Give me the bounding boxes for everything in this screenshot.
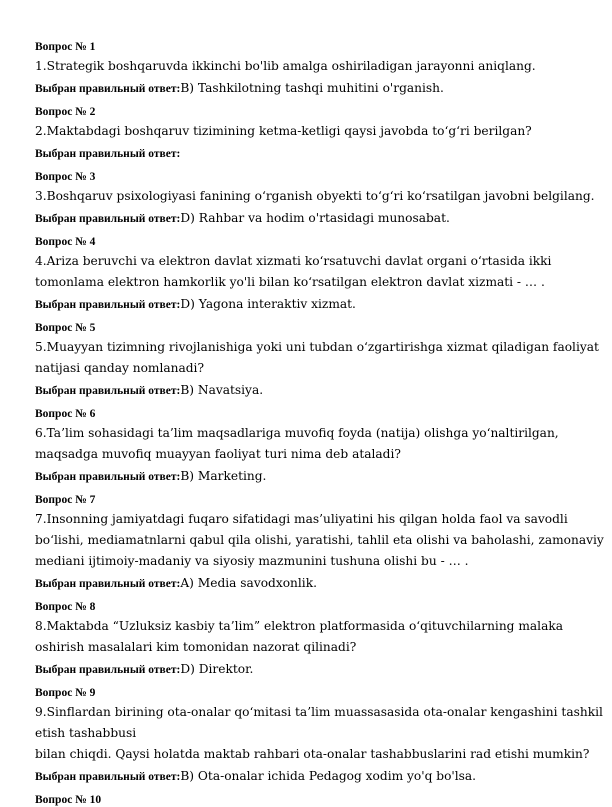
selected-answer bbox=[35, 294, 580, 315]
question-number: Вопрос № 4 bbox=[35, 236, 96, 248]
document-page bbox=[35, 40, 604, 807]
selected-answer bbox=[35, 380, 580, 401]
question-number: Вопрос № 3 bbox=[35, 171, 96, 183]
answer-value: D) Rahbar va hodim o'rtasidagi munosabat. bbox=[180, 211, 450, 225]
question-text-line: mediani ijtimoiy-madaniy va siyosiy mazmunini tushuna olishi bu - … . bbox=[35, 554, 469, 568]
question-text bbox=[35, 423, 580, 465]
selected-answer bbox=[35, 143, 580, 164]
question-text-line: 6.Ta’lim sohasidagi ta’lim maqsadlariga muvofiq foyda (natija) olishga yo‘naltirilgan, bbox=[35, 426, 559, 440]
selected-answer bbox=[35, 659, 580, 680]
question-text bbox=[35, 702, 603, 765]
answer-label: Выбран правильный ответ: bbox=[35, 385, 181, 397]
question-text bbox=[35, 251, 580, 293]
answer-label: Выбран правильный ответ: bbox=[35, 299, 181, 311]
answer-label: Выбран правильный ответ: bbox=[35, 771, 181, 783]
answer-label: Выбран правильный ответ: bbox=[35, 471, 181, 483]
question-number: Вопрос № 2 bbox=[35, 106, 96, 118]
question-number: Вопрос № 7 bbox=[35, 494, 96, 506]
question-text-line: oshirish masalalari kim tomonidan nazorat qilinadi? bbox=[35, 640, 357, 654]
selected-answer bbox=[35, 766, 580, 787]
answer-label: Выбран правильный ответ: bbox=[35, 578, 181, 590]
answer-value: B) Navatsiya. bbox=[180, 383, 264, 397]
question-text-line: 3.Boshqaruv psixologiyasi fanining o‘rganish obyekti to‘g‘ri ko‘rsatilgan javobni belgilang. bbox=[35, 189, 595, 203]
question-text bbox=[35, 121, 580, 142]
question-text-line: 1.Strategik boshqaruvda ikkinchi bo'lib amalga oshiriladigan jarayonni aniqlang. bbox=[35, 59, 536, 73]
question-text bbox=[35, 509, 604, 572]
question-text-line: bilan chiqdi. Qaysi holatda maktab rahbari ota-onalar tashabbuslarini rad etishi mumkin? bbox=[35, 747, 590, 761]
question-text-line: natijasi qanday nomlanadi? bbox=[35, 361, 204, 375]
selected-answer bbox=[35, 78, 580, 99]
question-text bbox=[35, 186, 595, 207]
answer-value: A) Media savodxonlik. bbox=[180, 576, 317, 590]
question-text-line: tomonlama elektron hamkorlik yo'li bilan ko‘rsatilgan elektron davlat xizmati - … . bbox=[35, 275, 545, 289]
selected-answer bbox=[35, 573, 580, 594]
question-text-line: 8.Maktabda “Uzluksiz kasbiy ta’lim” elektron platformasida o‘qituvchilarning malaka bbox=[35, 619, 563, 633]
answer-value: B) Tashkilotning tashqi muhitini o'rganish. bbox=[180, 81, 444, 95]
question-text-line: 5.Muayyan tizimning rivojlanishiga yoki uni tubdan o‘zgartirishga xizmat qiladigan faoliyat bbox=[35, 340, 599, 354]
answer-label: Выбран правильный ответ: bbox=[35, 664, 181, 676]
question-text-line: 4.Ariza beruvchi va elektron davlat xizmati ko‘rsatuvchi davlat organi o‘rtasida ikki bbox=[35, 254, 552, 268]
answer-value: B) Marketing. bbox=[180, 469, 267, 483]
question-number: Вопрос № 5 bbox=[35, 322, 96, 334]
answer-label: Выбран правильный ответ: bbox=[35, 213, 181, 225]
answer-value: D) Yagona interaktiv xizmat. bbox=[180, 297, 356, 311]
question-text-line: 2.Maktabdagi boshqaruv tizimining ketma-ketligi qaysi javobda to‘g‘ri berilgan? bbox=[35, 124, 532, 138]
question-number: Вопрос № 6 bbox=[35, 408, 96, 420]
question-text-line: 7.Insonning jamiyatdagi fuqaro sifatidagi mas’uliyatini his qilgan holda faol va savodli bbox=[35, 512, 568, 526]
question-text-line: maqsadga muvofiq muayyan faoliyat turi nima deb ataladi? bbox=[35, 447, 401, 461]
question-text bbox=[35, 616, 580, 658]
question-text-line: bo‘lishi, mediamatnlarni qabul qila olishi, yaratishi, tahlil eta olishi va baholashi, zamonaviy bbox=[35, 533, 604, 547]
question-text-line: etish tashabbusi bbox=[35, 726, 137, 740]
question-text bbox=[35, 56, 580, 77]
question-number: Вопрос № 9 bbox=[35, 687, 96, 699]
selected-answer bbox=[35, 466, 580, 487]
answer-value: D) Direktor. bbox=[180, 662, 254, 676]
question-number: Вопрос № 10 bbox=[35, 794, 102, 806]
question-number: Вопрос № 1 bbox=[35, 41, 96, 53]
answer-label: Выбран правильный ответ: bbox=[35, 148, 181, 160]
answer-label: Выбран правильный ответ: bbox=[35, 83, 181, 95]
answer-value: B) Ota-onalar ichida Pedagog xodim yo'q bo'lsa. bbox=[180, 769, 477, 783]
selected-answer bbox=[35, 208, 580, 229]
question-text-line: 9.Sinflardan birining ota-onalar qo‘mitasi ta’lim muassasasida ota-onalar kengashini tashkil bbox=[35, 705, 603, 719]
question-number: Вопрос № 8 bbox=[35, 601, 96, 613]
question-text bbox=[35, 337, 599, 379]
